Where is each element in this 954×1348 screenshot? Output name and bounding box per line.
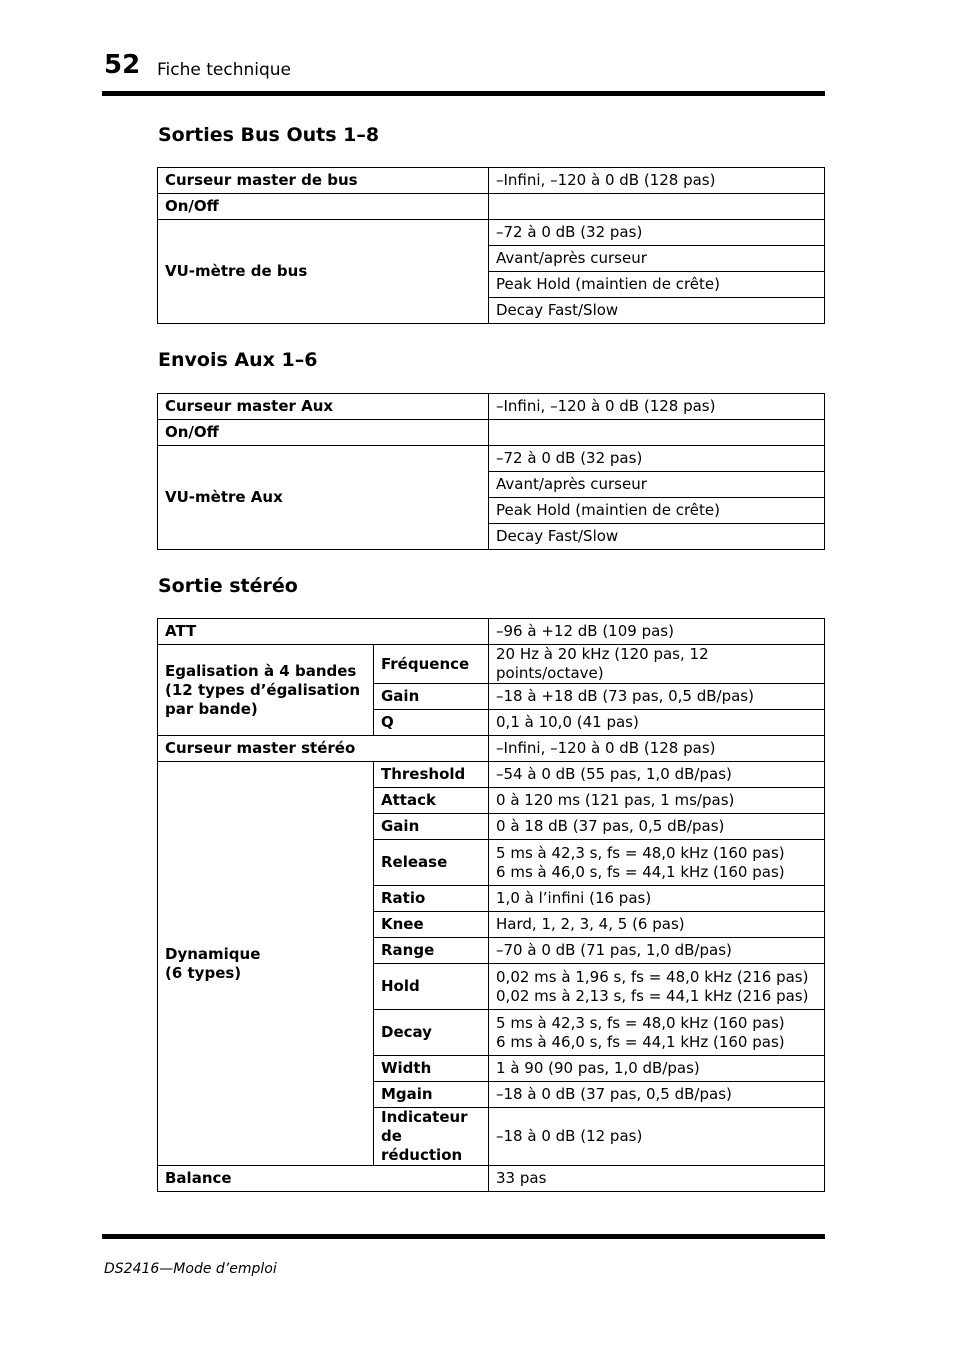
row-value: –Infini, –120 à 0 dB (128 pas) bbox=[489, 168, 825, 194]
param-name: Hold bbox=[374, 964, 489, 1010]
eq-label-line: (12 types d’égalisation bbox=[165, 680, 361, 699]
param-name bbox=[374, 1108, 489, 1166]
row-label: ATT bbox=[158, 619, 489, 645]
param-name: Ratio bbox=[374, 886, 489, 912]
param-name: Attack bbox=[374, 788, 489, 814]
row-value: Avant/après curseur bbox=[489, 246, 825, 272]
bottom-rule bbox=[102, 1234, 825, 1239]
row-label: Balance bbox=[158, 1166, 489, 1192]
section-title-bus: Sorties Bus Outs 1–8 bbox=[158, 124, 380, 146]
bus-spec-table bbox=[157, 167, 825, 324]
value-line: 0,02 ms à 1,96 s, fs = 48,0 kHz (216 pas) bbox=[496, 967, 809, 986]
table-row bbox=[158, 394, 825, 420]
value-line: 5 ms à 42,3 s, fs = 48,0 kHz (160 pas) bbox=[496, 843, 785, 862]
eq-label bbox=[158, 645, 374, 736]
param-value bbox=[489, 1010, 825, 1056]
table-row bbox=[158, 220, 825, 246]
param-value: 0 à 120 ms (121 pas, 1 ms/pas) bbox=[489, 788, 825, 814]
table-row bbox=[158, 1166, 825, 1192]
footer-text: DS2416—Mode d’emploi bbox=[104, 1261, 277, 1277]
dynamics-label bbox=[158, 762, 374, 1166]
row-label: Curseur master Aux bbox=[158, 394, 489, 420]
row-value: Avant/après curseur bbox=[489, 472, 825, 498]
param-name: Gain bbox=[374, 814, 489, 840]
param-value: –18 à +18 dB (73 pas, 0,5 dB/pas) bbox=[489, 684, 825, 710]
row-value: –Infini, –120 à 0 dB (128 pas) bbox=[489, 394, 825, 420]
param-name: Range bbox=[374, 938, 489, 964]
eq-label-line: par bande) bbox=[165, 699, 258, 718]
running-title: Fiche technique bbox=[157, 60, 292, 80]
row-value: Peak Hold (maintien de crête) bbox=[489, 272, 825, 298]
param-name: Threshold bbox=[374, 762, 489, 788]
value-line: 6 ms à 46,0 s, fs = 44,1 kHz (160 pas) bbox=[496, 1032, 785, 1051]
table-row bbox=[158, 446, 825, 472]
row-value: –72 à 0 dB (32 pas) bbox=[489, 220, 825, 246]
param-value: 1 à 90 (90 pas, 1,0 dB/pas) bbox=[489, 1056, 825, 1082]
row-value bbox=[489, 194, 825, 220]
row-value: –96 à +12 dB (109 pas) bbox=[489, 619, 825, 645]
row-label: On/Off bbox=[158, 420, 489, 446]
row-value: –72 à 0 dB (32 pas) bbox=[489, 446, 825, 472]
table-row bbox=[158, 420, 825, 446]
param-value: –18 à 0 dB (12 pas) bbox=[489, 1108, 825, 1166]
param-name: Width bbox=[374, 1056, 489, 1082]
param-value bbox=[489, 840, 825, 886]
param-value: Hard, 1, 2, 3, 4, 5 (6 pas) bbox=[489, 912, 825, 938]
row-label: VU-mètre de bus bbox=[158, 220, 489, 324]
param-value: –70 à 0 dB (71 pas, 1,0 dB/pas) bbox=[489, 938, 825, 964]
table-row bbox=[158, 645, 825, 684]
dynamics-label-line: Dynamique bbox=[165, 944, 261, 963]
row-value: Decay Fast/Slow bbox=[489, 524, 825, 550]
param-value: –54 à 0 dB (55 pas, 1,0 dB/pas) bbox=[489, 762, 825, 788]
param-name: Fréquence bbox=[374, 645, 489, 684]
param-name: Q bbox=[374, 710, 489, 736]
dynamics-label-line: (6 types) bbox=[165, 963, 242, 982]
row-label: On/Off bbox=[158, 194, 489, 220]
param-name-line: Indicateur bbox=[381, 1108, 468, 1126]
param-name-line: de réduction bbox=[381, 1127, 463, 1164]
table-row bbox=[158, 619, 825, 645]
table-row bbox=[158, 194, 825, 220]
row-value: Decay Fast/Slow bbox=[489, 298, 825, 324]
stereo-spec-table bbox=[157, 618, 825, 1192]
value-line: 0,02 ms à 2,13 s, fs = 44,1 kHz (216 pas) bbox=[496, 986, 809, 1005]
param-value: 20 Hz à 20 kHz (120 pas, 12 points/octave) bbox=[489, 645, 825, 684]
value-line: 6 ms à 46,0 s, fs = 44,1 kHz (160 pas) bbox=[496, 862, 785, 881]
param-value bbox=[489, 964, 825, 1010]
row-value bbox=[489, 420, 825, 446]
page-number: 52 bbox=[104, 50, 141, 80]
row-label: Curseur master stéréo bbox=[158, 736, 489, 762]
param-value: 1,0 à l’infini (16 pas) bbox=[489, 886, 825, 912]
row-value: Peak Hold (maintien de crête) bbox=[489, 498, 825, 524]
param-value: –18 à 0 dB (37 pas, 0,5 dB/pas) bbox=[489, 1082, 825, 1108]
param-value: 0 à 18 dB (37 pas, 0,5 dB/pas) bbox=[489, 814, 825, 840]
row-label: VU-mètre Aux bbox=[158, 446, 489, 550]
param-name: Knee bbox=[374, 912, 489, 938]
top-rule bbox=[102, 91, 825, 96]
eq-label-line: Egalisation à 4 bandes bbox=[165, 661, 357, 680]
value-line: 5 ms à 42,3 s, fs = 48,0 kHz (160 pas) bbox=[496, 1013, 785, 1032]
aux-spec-table bbox=[157, 393, 825, 550]
param-name: Mgain bbox=[374, 1082, 489, 1108]
param-name: Gain bbox=[374, 684, 489, 710]
section-title-stereo: Sortie stéréo bbox=[158, 575, 298, 597]
param-name: Decay bbox=[374, 1010, 489, 1056]
param-value: 0,1 à 10,0 (41 pas) bbox=[489, 710, 825, 736]
table-row bbox=[158, 762, 825, 788]
row-value: 33 pas bbox=[489, 1166, 825, 1192]
table-row bbox=[158, 736, 825, 762]
table-row bbox=[158, 168, 825, 194]
section-title-aux: Envois Aux 1–6 bbox=[158, 349, 318, 371]
param-name: Release bbox=[374, 840, 489, 886]
row-label: Curseur master de bus bbox=[158, 168, 489, 194]
row-value: –Infini, –120 à 0 dB (128 pas) bbox=[489, 736, 825, 762]
